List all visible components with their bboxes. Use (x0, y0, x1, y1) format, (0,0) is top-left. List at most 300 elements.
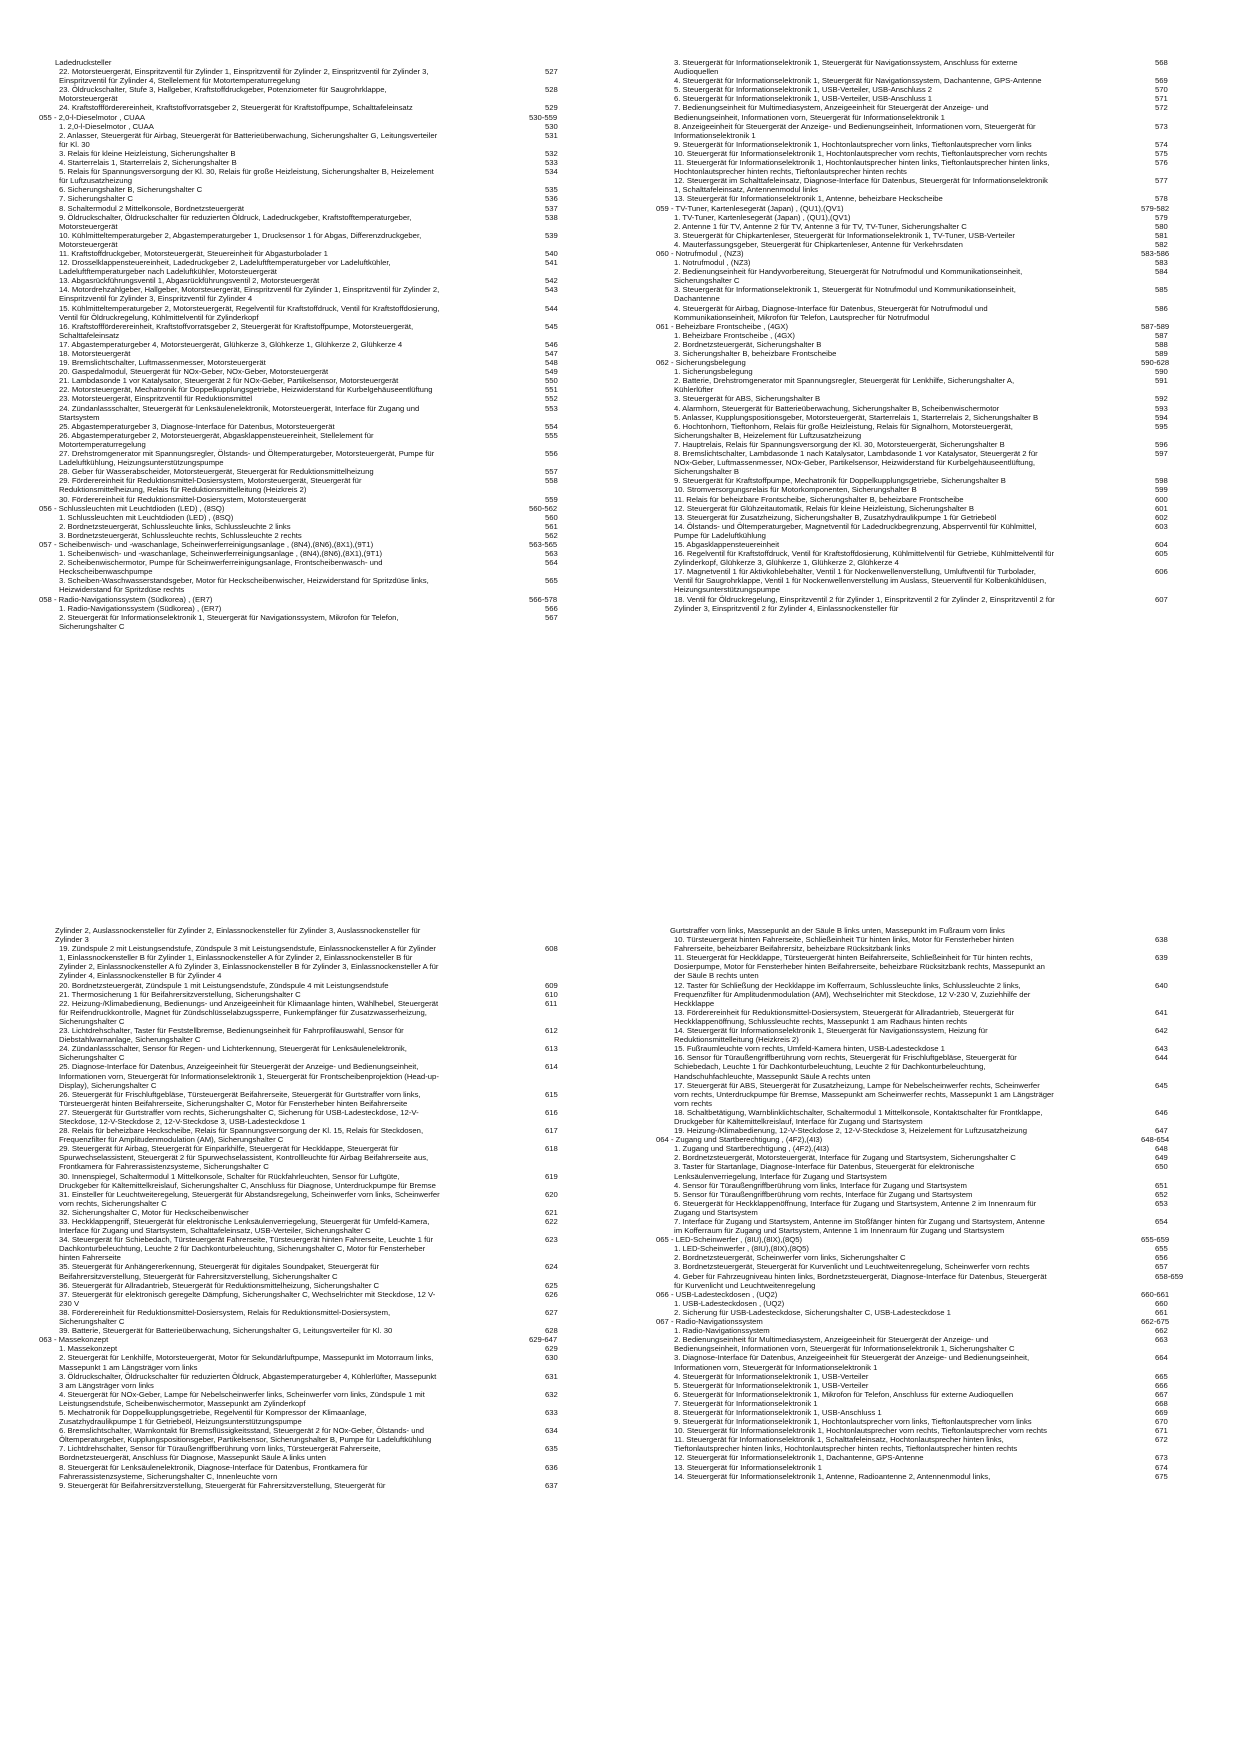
toc-page-number: 618 (545, 1144, 558, 1154)
toc-entry (670, 1272, 1190, 1290)
toc-entry (55, 340, 575, 349)
toc-page-number: 572 (1155, 103, 1168, 113)
toc-entry-text: 37. Steuergerät für elektronisch geregelte Dämpfung, Sicherungshalter C, Wechselrichter mit Steckdose, 12 V-230 V (59, 1289, 436, 1308)
toc-entry-text: Ladedrucksteller (55, 58, 112, 67)
toc-entry (55, 1444, 575, 1462)
toc-entry (55, 349, 575, 358)
toc-entry-text: 14. Steuergerät für Informationselektronik 1, Steuergerät für Navigationssystem, Heizung für Reduktionsmittelleitung (Heizkreis 2) (674, 1026, 988, 1045)
toc-entry (670, 1472, 1190, 1481)
toc-page-number: 595 (1155, 421, 1168, 431)
toc-entry-text: 19. Zündspule 2 mit Leistungsendstufe, Zündspule 3 mit Leistungsendstufe, Einlassnockensteller A für Zylinder 1, Einlassnockensteller B für Zylinder 1, Einlassnockensteller A für Zylinder 2, Einlassnockensteller B für Zylinder 2, Einlassnockensteller A fü Zylinder 3, Einlassnockensteller B für Zylinder 3, Einlassnockensteller A für Zylinder 4, Einlassnockensteller B für Zylinder 4 (59, 944, 439, 981)
toc-page-number: 563-565 (529, 539, 558, 549)
toc-page-number: 635 (545, 1444, 558, 1454)
toc-entry-text: 30. Förderereinheit für Reduktionsmittel-Dosiersystem, Motorsteuergerät (59, 494, 306, 504)
toc-page-number: 611 (545, 998, 558, 1008)
toc-entry (670, 1335, 1190, 1353)
toc-entry-text: 12. Steuergerät für Informationselektronik 1, Dachantenne, GPS-Antenne (674, 1453, 924, 1463)
toc-page-number: 673 (1155, 1453, 1168, 1463)
toc-entry-text: 24. Zündanlassschalter, Steuergerät für Lenksäulenelektronik, Motorsteuergerät, Interface für Zugang und Startsystem (59, 403, 420, 422)
toc-entry-text: 7. Bedienungseinheit für Multimediasystem, Anzeigeeinheit für Steuergerät der Anzeige- und Bedienungseinheit, Informationen vorn, Steuergerät für Informationselektronik 1 (674, 103, 989, 122)
toc-page-number: 608 (545, 944, 558, 954)
toc-entry (670, 76, 1190, 85)
toc-entry (55, 1290, 575, 1308)
toc-page-number: 646 (1155, 1107, 1168, 1117)
toc-entry-text: 16. Sensor für Türaußengriffberührung vorn rechts, Steuergerät für Frischluftgebläse, Steuergerät für Schiebedach, Leuchte 1 für Dachkonturbeleuchtung, Leuchte 2 für Dachkonturbeleuchtung, Handschuhfachleuchte, Massepunkt Säule A rechts unten (674, 1053, 1017, 1081)
toc-page-number: 562 (545, 530, 558, 540)
toc-page-number: 604 (1155, 539, 1168, 549)
toc-page-number: 624 (545, 1262, 558, 1272)
toc-entry (55, 85, 575, 103)
toc-page-number: 535 (545, 185, 558, 195)
toc-entry-text: 056 - Schlussleuchten mit Leuchtdioden (LED) , (8SQ) (39, 503, 225, 513)
toc-entry (55, 944, 575, 980)
toc-entry-text: 9. Steuergerät für Informationselektronik 1, Hochtonlautsprecher vorn links, Tieftonlautsprecher vorn links (674, 139, 1032, 149)
toc-entry (55, 522, 575, 531)
toc-page-number: 576 (1155, 158, 1168, 168)
toc-page-number: 553 (545, 403, 558, 413)
toc-entry-text: 2. Anlasser, Steuergerät für Airbag, Steuergerät für Batterieüberwachung, Sicherungshalter G, Leitungsverteiler für Kl. 30 (59, 130, 438, 149)
toc-page-number: 643 (1155, 1044, 1168, 1054)
toc-entry-text: 13. Abgasrückführungsventil 1, Abgasrückführungsventil 2, Motorsteuergerät (59, 276, 320, 286)
toc-entry (670, 1435, 1190, 1453)
toc-page-number: 531 (545, 130, 558, 140)
toc-entry (670, 595, 1190, 613)
toc-entry-text: 064 - Zugang und Startberechtigung , (4F2),(4I3) (656, 1135, 823, 1145)
toc-page-number: 537 (545, 203, 558, 213)
toc-entry (670, 222, 1190, 231)
toc-page-number: 597 (1155, 449, 1168, 459)
toc-page-number: 672 (1155, 1435, 1168, 1445)
toc-entry (55, 204, 575, 213)
toc-entry (670, 1353, 1190, 1371)
toc-page-number: 566-578 (529, 594, 558, 604)
toc-entry (55, 576, 575, 594)
toc-page-number: 578 (1155, 194, 1168, 204)
toc-page-number: 585 (1155, 285, 1168, 295)
toc-entry (55, 1344, 575, 1353)
toc-entry-text: 14. Motordrehzahlgeber, Hallgeber, Motorsteuergerät, Einspritzventil für Zylinder 1, Einspritzventil für Zylinder 2, Einspritzventil für Zylinder 3, Einspritzventil für Zylinder 4 (59, 285, 440, 304)
toc-page-number: 568 (1155, 58, 1168, 67)
toc-section-entry (656, 249, 1190, 258)
toc-page-number: 574 (1155, 139, 1168, 149)
toc-column-top-left (39, 58, 575, 631)
toc-page-number: 528 (545, 85, 558, 95)
toc-entry (670, 304, 1190, 322)
toc-page-number: 621 (545, 1207, 558, 1217)
toc-entry-text: 3. Bordnetzsteuergerät, Steuergerät für Kurvenlicht und Leuchtweitenregelung, Scheinwerfer vorn rechts (674, 1262, 1030, 1272)
toc-entry (55, 549, 575, 558)
toc-entry (55, 304, 575, 322)
toc-entry-text: 22. Motorsteuergerät, Einspritzventil für Zylinder 1, Einspritzventil für Zylinder 2, Einspritzventil für Zylinder 3, Einspritzventil für Zylinder 4, Stellelement für Motortemperaturregelung (59, 67, 429, 86)
toc-page-number: 548 (545, 358, 558, 368)
toc-page-number: 527 (545, 67, 558, 77)
toc-entry (670, 1372, 1190, 1381)
toc-entry-text: 1. TV-Tuner, Kartenlesegerät (Japan) , (QU1),(QV1) (674, 212, 851, 222)
toc-entry (55, 981, 575, 990)
toc-page-number: 662-675 (1141, 1317, 1170, 1327)
toc-entry-text: 11. Steuergerät für Informationselektronik 1, Hochtonlautsprecher hinten links, Tieftonlautsprecher hinten links, Hochtonlautsprecher hinten rechts, Tieftonlautsprecher hinten rechts (674, 158, 1050, 177)
toc-entry (670, 1381, 1190, 1390)
toc-entry (55, 999, 575, 1026)
toc-entry-text: 27. Steuergerät für Gurtstraffer vorn rechts, Sicherungshalter C, Sicherung für USB-Ladesteckdose, 12-V-Steckdose, 12-V-Steckdose 2, 12-V-Steckdose 3, USB-Ladesteckdose 1 (59, 1107, 419, 1126)
toc-entry-text: 1. Scheibenwisch- und -waschanlage, Scheinwerferreinigungsanlage , (8N4),(8N6),(8X1),(9T1) (59, 549, 383, 559)
toc-entry (670, 1044, 1190, 1053)
toc-page-number: 649 (1155, 1153, 1168, 1163)
toc-entry (55, 1208, 575, 1217)
toc-page-number: 660 (1155, 1298, 1168, 1308)
toc-entry-text: 12. Steuergerät für Glühzeitautomatik, Relais für kleine Heizleistung, Sicherungshalter B (674, 503, 974, 513)
toc-entry (670, 103, 1190, 121)
toc-entry-text: 7. Interface für Zugang und Startsystem, Antenne im Stoßfänger hinten für Zugang und Startsystem, Antenne im Kofferraum für Zugang und Startsystem, Antenne 1 im Innenraum für Zugang und Startsystem (674, 1217, 1045, 1236)
toc-entry (670, 1190, 1190, 1199)
toc-entry (55, 58, 575, 67)
toc-page-number: 665 (1155, 1371, 1168, 1381)
toc-entry (55, 495, 575, 504)
toc-section-entry (39, 113, 575, 122)
toc-page-number: 546 (545, 339, 558, 349)
toc-page-number: 601 (1155, 503, 1168, 513)
toc-page-number: 596 (1155, 439, 1168, 449)
toc-entry-text: 1. Radio-Navigationssystem (674, 1326, 770, 1336)
toc-entry-text: 7. Lichtdrehschalter, Sensor für Türaußengriffberührung vorn links, Türsteuergerät Fahrerseite, Bordnetzsteuergerät, Anschluss für Diagnose, Massepunkt Säule A links unten (59, 1444, 381, 1463)
toc-entry (55, 476, 575, 494)
toc-entry-text: 2. Steuergerät für Informationselektronik 1, Steuergerät für Navigationssystem, Mikrofon für Telefon, Sicherungshalter C (59, 612, 399, 631)
toc-entry-text: 15. Kühlmitteltemperaturgeber 2, Motorsteuergerät, Regelventil für Kraftstoffdruck, Ventil für Kraftstoffdosierung, Ventil für Öldruckregelung, Kühlmittelventil für Zylinderkopf (59, 303, 440, 322)
toc-entry-text: 3. Bordnetzsteuergerät, Schlussleuchte rechts, Schlussleuchte 2 rechts (59, 530, 302, 540)
toc-entry-text: 23. Lichtdrehschalter, Taster für Feststellbremse, Bedienungseinheit für Fahrprofilauswahl, Sensor für Diebstahlwarnanlage, Sicherungshalter C (59, 1026, 404, 1045)
toc-page-number: 667 (1155, 1389, 1168, 1399)
toc-page-number: 615 (545, 1089, 558, 1099)
toc-entry-text: 34. Steuergerät für Schiebedach, Türsteuergerät Fahrerseite, Türsteuergerät hinten Fahrerseite, Leuchte 1 für Dachkonturbeleuchtung, Leuchte 2 für Dachkonturbeleuchtung, Sicherungshalter C, Motor für Fensterheber hinten Fahrerseite (59, 1235, 434, 1263)
toc-page-number: 582 (1155, 239, 1168, 249)
toc-entry-text: 4. Steuergerät für NOx-Geber, Lampe für Nebelscheinwerfer links, Scheinwerfer vorn links, Zündspule 1 mit Leistungsendstufe, Scheibenwischermotor, Massepunkt am Zylinderkopf (59, 1389, 425, 1408)
toc-entry-text: 061 - Beheizbare Frontscheibe , (4GX) (656, 321, 789, 331)
toc-entry-text: 1. 2,0-l-Dieselmotor , CUAA (59, 121, 154, 131)
toc-page-number: 579-582 (1141, 203, 1170, 213)
toc-entry-text: 15. Fußraumleuchte vorn rechts, Umfeld-Kamera hinten, USB-Ladesteckdose 1 (674, 1044, 945, 1054)
toc-page-number: 544 (545, 303, 558, 313)
toc-page-number: 583-586 (1141, 248, 1170, 258)
toc-page-number: 603 (1155, 521, 1168, 531)
toc-page-number: 642 (1155, 1026, 1168, 1036)
toc-page-number: 655-659 (1141, 1235, 1170, 1245)
toc-entry (55, 231, 575, 249)
toc-entry-text: 5. Steuergerät für Informationselektronik 1, USB-Verteiler (674, 1380, 869, 1390)
toc-entry-text: 3. Relais für kleine Heizleistung, Sicherungshalter B (59, 148, 236, 158)
toc-page-number: 614 (545, 1062, 558, 1072)
toc-entry-text: 18. Schaltbetätigung, Warnblinklichtschalter, Schaltermodul 1 Mittelkonsole, Kontaktschalter für Frontklappe, Druckgeber für Kältemittelkreislauf, Interface für Zugang und Startsystem (674, 1107, 1043, 1126)
toc-entry (670, 1299, 1190, 1308)
toc-page-number: 656 (1155, 1253, 1168, 1263)
toc-entry (55, 1126, 575, 1144)
toc-page-number: 662 (1155, 1326, 1168, 1336)
toc-entry (55, 376, 575, 385)
toc-entry (55, 990, 575, 999)
toc-entry (670, 376, 1190, 394)
toc-entry (55, 449, 575, 467)
toc-entry (670, 1081, 1190, 1108)
toc-entry (670, 1244, 1190, 1253)
toc-entry (55, 513, 575, 522)
toc-entry-text: 2. Steuergerät für Lenkhilfe, Motorsteuergerät, Motor für Sekundärluftpumpe, Massepunkt im Motorraum links, Massepunkt 1 am Längsträger vorn links (59, 1353, 434, 1372)
toc-page-number: 668 (1155, 1398, 1168, 1408)
toc-entry (670, 240, 1190, 249)
toc-entry (55, 1217, 575, 1235)
toc-entry (55, 1426, 575, 1444)
toc-entry (55, 131, 575, 149)
toc-page-number: 551 (545, 385, 558, 395)
toc-entry-text: 22. Heizung-/Klimabedienung, Bedienungs- und Anzeigeeinheit für Klimaanlage hinten, Wählhebel, Steuergerät für Reifendruckkontrolle, Magnet für Zündschlüsselabzugssperre, Funkempfänger für Zusatzwasserheizung, Sicherungshalter C (59, 998, 439, 1026)
toc-entry-text: 13. Steuergerät für Informationselektronik 1 (674, 1462, 822, 1472)
toc-entry-text: 26. Steuergerät für Frischluftgebläse, Türsteuergerät Beifahrerseite, Steuergerät für Gurtstraffer vorn links, Türsteuergerät hinten Beifahrerseite, Sicherungshalter C, Motor für Fensterheber hinten Beifahrerseite (59, 1089, 421, 1108)
toc-entry-text: 1. Beheizbare Frontscheibe , (4GX) (674, 330, 795, 340)
toc-entry (55, 258, 575, 276)
toc-page-number: 530 (545, 121, 558, 131)
toc-entry (670, 404, 1190, 413)
toc-entry-text: 3. Steuergerät für ABS, Sicherungshalter B (674, 394, 821, 404)
toc-page-number: 556 (545, 449, 558, 459)
toc-entry-text: 3. Steuergerät für Chipkartenleser, Steuergerät für Informationselektronik 1, TV-Tuner, USB-Verteiler (674, 230, 1015, 240)
toc-entry-text: 5. Anlasser, Kupplungspositionsgeber, Motorsteuergerät, Starterrelais 1, Starterrelais 2, Sicherungshalter B (674, 412, 1039, 422)
toc-entry-text: 11. Steuergerät für Informationselektronik 1, Schalttafeleinsatz, Hochtonlautsprecher hinten links, Tieftonlautsprecher hinten links, Hochtonlautsprecher hinten rechts, Tieftonlautsprecher hinten rechts (674, 1435, 1018, 1454)
toc-page-number: 628 (545, 1326, 558, 1336)
toc-entry (55, 1281, 575, 1290)
toc-page-number: 529 (545, 103, 558, 113)
toc-entry-text: 28. Geber für Wasserabscheider, Motorsteuergerät, Steuergerät für Reduktionsmittelheizung (59, 467, 374, 477)
toc-section-entry (656, 1317, 1190, 1326)
toc-entry-text: 6. Steuergerät für Heckklappenöffnung, Interface für Zugang und Startsystem, Antenne 2 im Innenraum für Zugang und Startsystem (674, 1198, 1037, 1217)
toc-page-number: 538 (545, 212, 558, 222)
toc-entry (55, 1308, 575, 1326)
toc-entry-text: Gurtstraffer vorn links, Massepunkt an der Säule B links unten, Massepunkt im Fußraum vorn links (670, 926, 1005, 935)
toc-entry-text: 5. Mechatronik für Doppelkupplungsgetriebe, Regelventil für Kompressor der Klimaanlage, Zusatzhydraulikpumpe 1 für Getriebeöl, Heizungsunterstützungspumpe (59, 1407, 367, 1427)
toc-entry (55, 1062, 575, 1089)
toc-entry-text: 1. Massekonzept (59, 1344, 118, 1354)
toc-entry (670, 413, 1190, 422)
toc-entry-text: 23. Öldruckschalter, Stufe 3, Hallgeber, Kraftstoffdruckgeber, Potenziometer für Saugrohrklappe, Motorsteuergerät (59, 85, 387, 104)
toc-entry-text: 4. Alarmhorn, Steuergerät für Batterieüberwachung, Sicherungshalter B, Scheibenwischermotor (674, 403, 1000, 413)
toc-entry-text: 3. Steuergerät für Informationselektronik 1, Steuergerät für Navigationssystem, Anschluss für externe Audioquellen (674, 58, 1018, 77)
toc-page-number: 560-562 (529, 503, 558, 513)
toc-entry (670, 1453, 1190, 1462)
toc-entry-text: 14. Ölstands- und Öltemperaturgeber, Magnetventil für Ladedruckbegrenzung, Absperrventil für Kühlmittel, Pumpe für Ladeluftkühlung (674, 521, 1037, 540)
toc-section-entry (656, 1290, 1190, 1299)
toc-page-number: 644 (1155, 1053, 1168, 1063)
toc-entry (55, 249, 575, 258)
toc-page-number: 648-654 (1141, 1135, 1170, 1145)
toc-page-number: 590 (1155, 367, 1168, 377)
toc-entry (55, 322, 575, 340)
toc-entry (55, 385, 575, 394)
toc-entry-text: 22. Motorsteuergerät, Mechatronik für Doppelkupplungsgetriebe, Heizwiderstand für Kurbelgehäuseentlüftung (59, 385, 433, 395)
toc-page-number: 617 (545, 1126, 558, 1136)
toc-page-number: 639 (1155, 953, 1168, 963)
toc-entry-text: 4. Steuergerät für Informationselektronik 1, USB-Verteiler (674, 1371, 869, 1381)
toc-entry (670, 1217, 1190, 1235)
toc-entry (670, 1308, 1190, 1317)
toc-page-number: 561 (545, 521, 558, 531)
toc-page-number: 577 (1155, 176, 1168, 186)
toc-entry (670, 495, 1190, 504)
toc-entry (670, 476, 1190, 485)
toc-section-entry (656, 1135, 1190, 1144)
toc-entry-text: 17. Steuergerät für ABS, Steuergerät für Zusatzheizung, Lampe für Nebelscheinwerfer rechts, Scheinwerfer vorn rechts, Unterdruckpumpe für Bremse, Massepunkt am Scheinwerfer rechts, Massepunkt 1 am Längsträger vorn rechts (674, 1080, 1054, 1108)
toc-section-entry (656, 358, 1190, 367)
toc-section-entry (656, 322, 1190, 331)
toc-entry-text: 7. Steuergerät für Informationselektronik 1 (674, 1398, 818, 1408)
toc-entry (55, 1172, 575, 1190)
toc-entry-text: 2. Antenne 1 für TV, Antenne 2 für TV, Antenne 3 für TV, TV-Tuner, Sicherungshalter C (674, 221, 967, 231)
toc-entry-text: 1. Schlussleuchten mit Leuchtdioden (LED) , (8SQ) (59, 512, 234, 522)
toc-entry-text: 17. Magnetventil 1 für Aktivkohlebehälter, Ventil 1 für Nockenwellenverstellung, Umluftventil für Turbolader, Ventil für Saugrohrklappe, Ventil 1 für Nockenwellenverstellung im Auslass, Steuerventil für Kolbenkühldüsen, Heizungsunterstützungspumpe (674, 567, 1047, 595)
toc-entry (670, 267, 1190, 285)
toc-page-number: 647 (1155, 1126, 1168, 1136)
toc-page-number: 674 (1155, 1462, 1168, 1472)
toc-entry (670, 1463, 1190, 1472)
toc-entry-text: 2. Scheibenwischermotor, Pumpe für Scheinwerferreinigungsanlage, Frontscheibenwasch- und Heckscheibenwaschpumpe (59, 558, 383, 577)
toc-entry-text: 18. Motorsteuergerät (59, 349, 131, 358)
toc-page-number: 630 (545, 1353, 558, 1363)
toc-page-number: 663 (1155, 1335, 1168, 1345)
toc-entry (670, 1408, 1190, 1417)
toc-entry (55, 67, 575, 85)
toc-entry (670, 1417, 1190, 1426)
toc-entry (55, 1372, 575, 1390)
toc-entry-text: 16. Kraftstoffförderereinheit, Kraftstoffvorratsgeber 2, Steuergerät für Kraftstoffpumpe, Motorsteuergerät, Schalttafeleinsatz (59, 321, 414, 340)
toc-page-number: 622 (545, 1217, 558, 1226)
toc-page-number: 633 (545, 1407, 558, 1417)
toc-page-number: 607 (1155, 594, 1168, 604)
toc-entry-text: 13. Steuergerät für Informationselektronik 1, Antenne, beheizbare Heckscheibe (674, 194, 943, 204)
toc-entry-text: 2. Batterie, Drehstromgenerator mit Spannungsregler, Steuergerät für Lenkhilfe, Sicherungshalter A, Kühlerlüfter (674, 376, 1015, 395)
toc-entry (55, 1463, 575, 1481)
toc-entry-text: 3. Diagnose-Interface für Datenbus, Anzeigeeinheit für Steuergerät der Anzeige- und Bedienungseinheit, Informationen vorn, Steuergerät für Informationselektronik 1 (674, 1353, 1030, 1372)
toc-entry (55, 158, 575, 167)
toc-page-number: 532 (545, 148, 558, 158)
toc-entry-text: 28. Relais für beheizbare Heckscheibe, Relais für Spannungsversorgung der Kl. 15, Relais für Steckdosen, Frequenzfilter für Amplitudenmodulation (AM), Sicherungshalter C (59, 1126, 424, 1145)
toc-entry-text: 3. Scheiben-Waschwasserstandsgeber, Motor für Heckscheibenwischer, Heizwiderstand für Spritzdüse links, Heizwiderstand für Spritzdüse rechts (59, 576, 429, 595)
toc-entry-text: 1. Notrufmodul , (NZ3) (674, 258, 751, 268)
toc-page-number: 666 (1155, 1380, 1168, 1390)
toc-entry-text: 5. Sensor für Türaußengriffberührung vorn rechts, Interface für Zugang und Startsystem (674, 1189, 973, 1199)
toc-page-number: 534 (545, 167, 558, 177)
toc-entry-text: 3. Sicherungshalter B, beheizbare Frontscheibe (674, 349, 837, 358)
toc-page-number: 629-647 (529, 1335, 558, 1345)
toc-page-number: 638 (1155, 935, 1168, 945)
toc-page-number: 593 (1155, 403, 1168, 413)
toc-page-number: 655 (1155, 1244, 1168, 1254)
toc-entry (670, 149, 1190, 158)
toc-page-number: 664 (1155, 1353, 1168, 1363)
toc-entry (55, 1235, 575, 1262)
toc-entry-text: 12. Drosselklappensteuereinheit, Ladedruckgeber 2, Ladeluftftemperaturgeber vor Ladeluftkühler, Ladeluftftemperaturgeber nach Ladeluftkühler, Motorsteuergerät (59, 258, 391, 277)
toc-entry-text: 2. Sicherung für USB-Ladesteckdose, Sicherungshalter C, USB-Ladesteckdose 1 (674, 1307, 951, 1317)
toc-entry (55, 1262, 575, 1280)
toc-page-number: 632 (545, 1389, 558, 1399)
toc-entry (670, 231, 1190, 240)
toc-entry-text: 6. Bremslichtschalter, Warnkontakt für Bremsflüssigkeitsstand, Steuergerät 2 für NOx-Geber, Ölstands- und Öltemperaturgeber, Kupplungspositionsgeber, Partikelsensor, Sicherungshalter B, Pumpe für Ladeluftkühlung (59, 1426, 432, 1445)
toc-entry-text: 2. Bordnetzsteuergerät, Sicherungshalter B (674, 339, 822, 349)
toc-page-number: 641 (1155, 1007, 1168, 1017)
toc-entry-text: 058 - Radio-Navigationssystem (Südkorea) , (ER7) (39, 594, 213, 604)
toc-entry (55, 1190, 575, 1208)
toc-entry (670, 981, 1190, 1008)
toc-page-number: 620 (545, 1189, 558, 1199)
toc-entry (55, 1390, 575, 1408)
toc-entry-text: 29. Steuergerät für Airbag, Steuergerät für Einparkhilfe, Steuergerät für Heckklappe, Steuergerät für Spurwechselassistent, Steuergerät 2 für Spurwechselassistent, Kontrollleuchte für Airbag Beifahrerseite aus, Frontkamera für Fahrerassistenzsysteme, Sicherungshalter C (59, 1144, 429, 1172)
toc-column-top-right (656, 58, 1190, 613)
toc-entry-text: 1. Sicherungsbelegung (674, 367, 753, 377)
toc-entry (670, 1153, 1190, 1162)
toc-page-number: 559 (545, 494, 558, 504)
toc-entry (55, 213, 575, 231)
toc-page-number: 594 (1155, 412, 1168, 422)
toc-entry-text: 25. Diagnose-Interface für Datenbus, Anzeigeeinheit für Steuergerät der Anzeige- und Bedienungseinheit, Informationen vorn, Steuergerät für Informationselektronik 1, Steuergerät für Frontscheibenprojektion (Head-up-Display), Sicherungshalter C (59, 1062, 439, 1090)
toc-entry-text: 3. Öldruckschalter, Öldruckschalter für reduzierten Öldruck, Abgastemperaturgeber 4, Kühlerlüfter, Massepunkt 3 am Längsträger vorn links (59, 1371, 437, 1390)
toc-entry-text: 36. Steuergerät für Allradantrieb, Steuergerät für Reduktionsmittelheizung, Sicherungshalter C (59, 1280, 380, 1290)
toc-entry-text: 1. USB-Ladesteckdosen , (UQ2) (674, 1298, 785, 1308)
toc-entry (670, 1399, 1190, 1408)
toc-page-number: 627 (545, 1307, 558, 1317)
toc-entry-text: 2. Bordnetzsteuergerät, Scheinwerfer vorn links, Sicherungshalter C (674, 1253, 906, 1263)
toc-page-number: 571 (1155, 94, 1168, 104)
toc-entry-text: 057 - Scheibenwisch- und -waschanlage, Scheinwerferreinigungsanlage , (8N4),(8N6),(8X1),(9T1) (39, 539, 374, 549)
toc-entry (670, 504, 1190, 513)
toc-entry-text: 2. Bordnetzsteuergerät, Schlussleuchte links, Schlussleuchte 2 links (59, 521, 291, 531)
toc-page-number: 565 (545, 576, 558, 586)
toc-section-entry (39, 1335, 575, 1344)
toc-entry (55, 149, 575, 158)
toc-page-number: 540 (545, 248, 558, 258)
toc-page-number: 558 (545, 476, 558, 486)
toc-page-number: 654 (1155, 1217, 1168, 1226)
toc-entry (670, 1426, 1190, 1435)
toc-entry-text: 062 - Sicherungsbelegung (656, 358, 746, 368)
toc-entry-text: 5. Relais für Spannungsversorgung der Kl. 30, Relais für große Heizleistung, Sicherungshalter B, Heizelement für Luftzusatzheizung (59, 167, 434, 186)
toc-page-number: 600 (1155, 494, 1168, 504)
toc-page-number: 648 (1155, 1144, 1168, 1154)
toc-entry (670, 1144, 1190, 1153)
toc-entry (670, 394, 1190, 403)
toc-entry-text: 2. Bordnetzsteuergerät, Motorsteuergerät, Interface für Zugang und Startsystem, Sicherungshalter C (674, 1153, 1016, 1163)
toc-page-number: 623 (545, 1235, 558, 1245)
toc-entry (670, 194, 1190, 203)
toc-entry-text: 4. Geber für Fahrzeugniveau hinten links, Bordnetzsteuergerät, Diagnose-Interface für Datenbus, Steuergerät für Kurvenlicht und Leuchtweitenregelung (674, 1271, 1047, 1290)
toc-page-number: 580 (1155, 221, 1168, 231)
toc-entry (670, 176, 1190, 194)
toc-entry (55, 467, 575, 476)
toc-entry (670, 1253, 1190, 1262)
toc-column-bottom-left (39, 926, 575, 1490)
toc-page-number: 567 (545, 612, 558, 622)
toc-entry-text: 9. Öldruckschalter, Öldruckschalter für reduzierten Öldruck, Ladedruckgeber, Kraftstofftemperaturgeber, Motorsteuergerät (59, 212, 412, 231)
toc-page-number: 606 (1155, 567, 1168, 577)
toc-entry-text: 7. Sicherungshalter C (59, 194, 133, 204)
toc-entry (55, 367, 575, 376)
toc-page-number: 625 (545, 1280, 558, 1290)
toc-page-number: 554 (545, 421, 558, 431)
toc-page-number: 589 (1155, 349, 1168, 358)
toc-entry-text: 11. Relais für beheizbare Frontscheibe, Sicherungshalter B, beheizbare Frontscheibe (674, 494, 964, 504)
toc-entry (55, 431, 575, 449)
toc-entry (55, 1326, 575, 1335)
toc-entry-text: 059 - TV-Tuner, Kartenlesegerät (Japan) , (QU1),(QV1) (656, 203, 844, 213)
toc-section-entry (39, 540, 575, 549)
toc-page-number: 536 (545, 194, 558, 204)
toc-page-number: 545 (545, 321, 558, 331)
toc-page-number: 675 (1155, 1471, 1168, 1481)
toc-entry-text: 21. Lambdasonde 1 vor Katalysator, Steuergerät 2 für NOx-Geber, Partikelsensor, Motorsteuergerät (59, 376, 399, 386)
